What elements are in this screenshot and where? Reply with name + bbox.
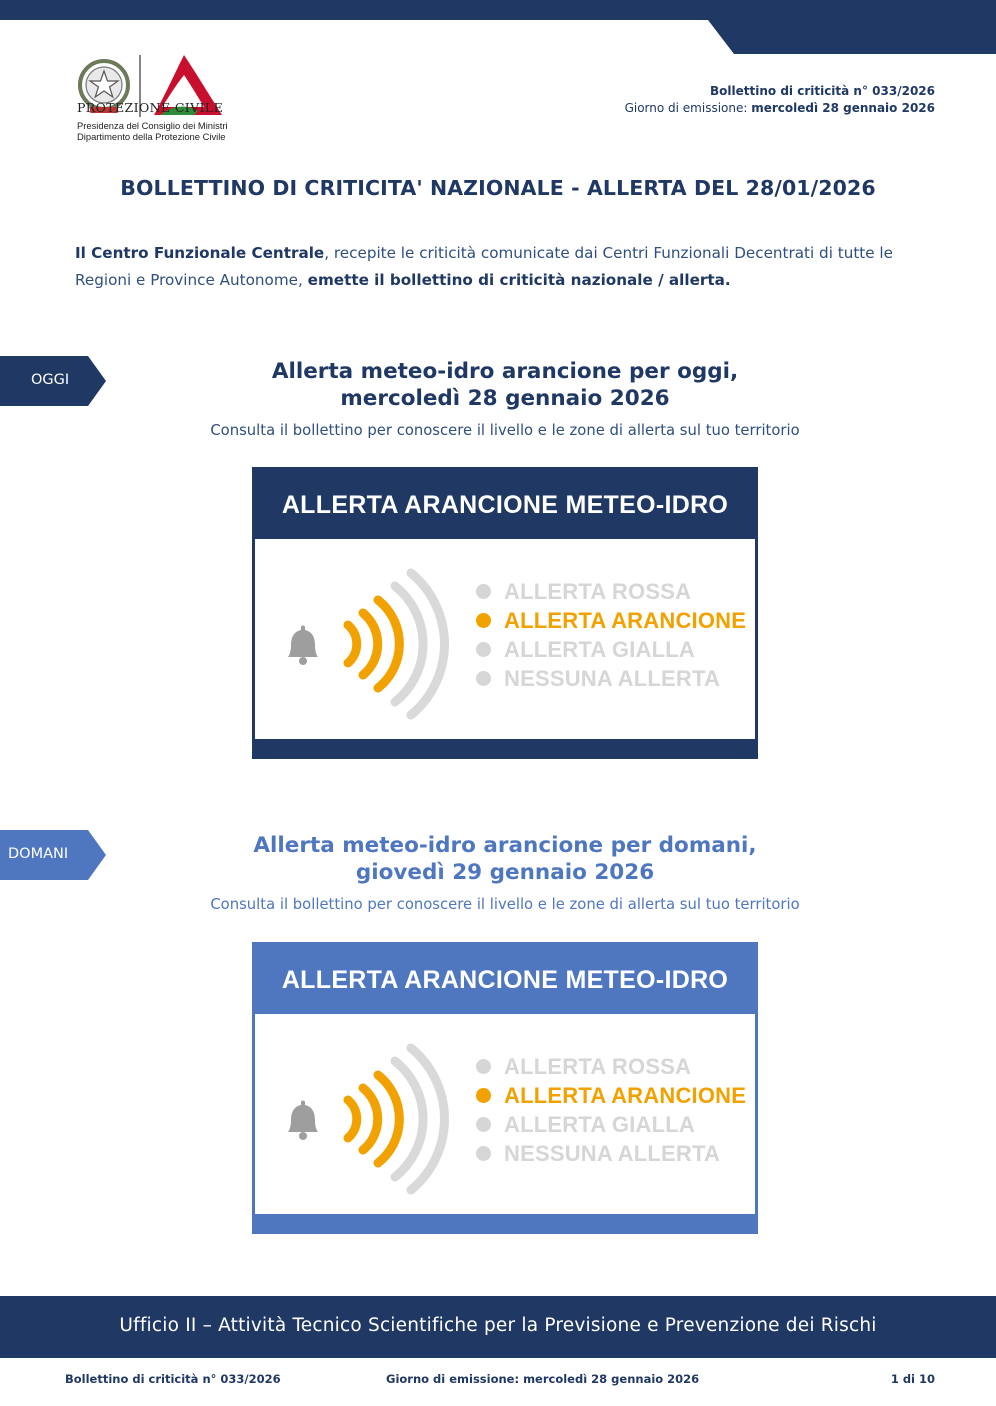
level-label: ALLERTA GIALLA: [504, 637, 695, 662]
footer-page-number: 1 di 10: [890, 1372, 935, 1386]
level-label: ALLERTA ARANCIONE: [504, 1083, 747, 1108]
issue-date: mercoledì 28 gennaio 2026: [751, 101, 935, 115]
alert-signal-graphic: [281, 553, 471, 728]
alert-signal-graphic: [281, 1028, 471, 1203]
level-dot: [476, 671, 491, 686]
level-dot-active: [476, 613, 491, 628]
footer-office-band: Ufficio II – Attività Tecnico Scientifiche per la Previsione e Prevenzione dei Rischi: [0, 1296, 996, 1358]
level-none: [474, 1139, 746, 1168]
issue-date-line: [625, 100, 935, 117]
issue-label: Giorno di emissione:: [624, 101, 752, 115]
section-title-oggi: [0, 358, 996, 412]
section-tag-label: DOMANI: [8, 846, 69, 862]
level-none: [474, 664, 746, 693]
footer-issue-date: Giorno di emissione: mercoledì 28 gennaio 2026: [386, 1372, 700, 1386]
section-title-domani: [0, 832, 996, 886]
alert-card-body: [255, 539, 755, 739]
level-yellow: [474, 635, 746, 664]
level-orange-active: [474, 1081, 746, 1110]
section-subtitle-domani: Consulta il bollettino per conoscere il livello e le zone di allerta sul tuo territorio: [210, 896, 800, 913]
alert-card-oggi: [252, 467, 758, 759]
level-label: NESSUNA ALLERTA: [504, 1141, 721, 1166]
alert-levels-list: [474, 577, 746, 693]
signal-waves-icon: [348, 573, 444, 715]
alert-levels-list: [474, 1052, 746, 1168]
alert-card-title: ALLERTA ARANCIONE METEO-IDRO: [252, 942, 758, 1014]
level-red: [474, 1052, 746, 1081]
alert-card-footer: [252, 739, 758, 759]
level-dot: [476, 1059, 491, 1074]
signal-waves-icon: [348, 1048, 444, 1190]
level-dot: [476, 584, 491, 599]
alert-card-footer: [252, 1214, 758, 1234]
level-dot: [476, 642, 491, 657]
logo-name: PROTEZIONE CIVILE: [77, 100, 224, 115]
level-label: ALLERTA ROSSA: [504, 579, 692, 604]
intro-bold-2: emette il bollettino di criticità nazionale / allerta.: [307, 271, 731, 289]
level-label: ALLERTA GIALLA: [504, 1112, 695, 1137]
intro-paragraph: [75, 240, 945, 294]
logo-subtitle-1: Presidenza del Consiglio dei Ministri: [77, 120, 228, 131]
alert-card-body: [255, 1014, 755, 1214]
level-dot-active: [476, 1088, 491, 1103]
level-label: ALLERTA ARANCIONE: [504, 608, 747, 633]
header-info: [625, 83, 935, 117]
section-title-line2: mercoledì 28 gennaio 2026: [340, 386, 670, 411]
bell-icon: [288, 1101, 318, 1141]
section-tag-label: OGGI: [31, 372, 70, 388]
intro-bold-1: Il Centro Funzionale Centrale: [75, 244, 325, 262]
bulletin-number: Bollettino di criticità n° 033/2026: [710, 84, 935, 98]
level-orange-active: [474, 606, 746, 635]
level-label: ALLERTA ROSSA: [504, 1054, 692, 1079]
section-title-line1: Allerta meteo-idro arancione per domani,: [253, 833, 757, 858]
level-dot: [476, 1146, 491, 1161]
level-red: [474, 577, 746, 606]
level-yellow: [474, 1110, 746, 1139]
alert-card-domani: [252, 942, 758, 1234]
section-title-line2: giovedì 29 gennaio 2026: [355, 860, 655, 885]
logo-subtitle-2: Dipartimento della Protezione Civile: [77, 131, 226, 142]
section-subtitle-oggi: Consulta il bollettino per conoscere il livello e le zone di allerta sul tuo territorio: [210, 422, 800, 439]
footer-bulletin-number: Bollettino di criticità n° 033/2026: [65, 1372, 281, 1386]
intro-text: , recepite le criticità comunicate dai Centri Funzionali Decentrati di tutte le Regioni e Province Autonome,: [75, 244, 893, 289]
page-title: BOLLETTINO DI CRITICITA' NAZIONALE - ALLERTA DEL 28/01/2026: [120, 176, 876, 200]
level-dot: [476, 1117, 491, 1132]
bell-icon: [288, 626, 318, 666]
level-label: NESSUNA ALLERTA: [504, 666, 721, 691]
section-title-line1: Allerta meteo-idro arancione per oggi,: [271, 359, 739, 384]
alert-card-title: ALLERTA ARANCIONE METEO-IDRO: [252, 467, 758, 539]
